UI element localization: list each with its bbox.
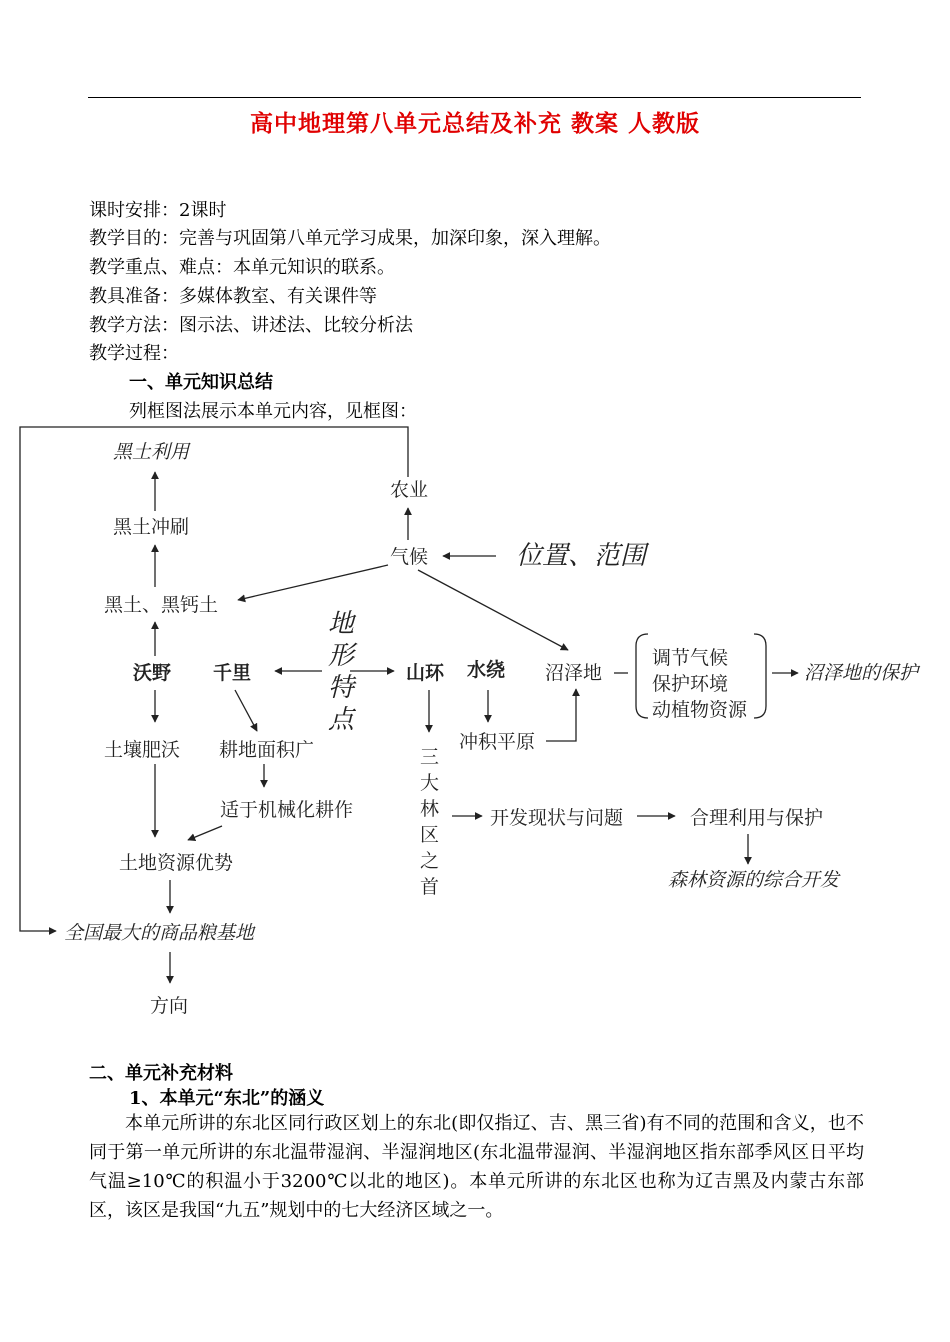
schedule-line: 课时安排：2课时 — [89, 200, 227, 221]
node-dixing-char-2: 形 — [328, 641, 355, 671]
node-qianli: 千里 — [213, 662, 252, 684]
node-linqu-char-6: 首 — [420, 876, 440, 898]
right-bracket — [754, 634, 766, 718]
bracket-item-1: 调节气候 — [652, 647, 729, 669]
node-heitu-chongshua: 黑土冲刷 — [113, 516, 190, 538]
node-jixiehua: 适于机械化耕作 — [220, 799, 354, 821]
methods-line: 教学方法：图示法、讲述法、比较分析法 — [89, 315, 413, 336]
node-linqu-char-2: 大 — [420, 772, 440, 794]
node-nongye: 农业 — [390, 479, 429, 501]
node-zhaozedi: 沼泽地 — [545, 662, 603, 684]
node-fangxiang: 方向 — [150, 995, 189, 1017]
bracket-item-2: 保护环境 — [652, 673, 729, 695]
node-dixing-char-4: 点 — [328, 705, 355, 735]
node-gengdi-mianji: 耕地面积广 — [219, 739, 315, 761]
section1-heading: 一、单元知识总结 — [129, 372, 273, 393]
node-shangpinliang: 全国最大的商品粮基地 — [64, 922, 255, 944]
node-linqu-char-1: 三 — [420, 746, 440, 768]
tools-line: 教具准备：多媒体教室、有关课件等 — [89, 286, 377, 307]
node-heitu-liyong: 黑土利用 — [113, 441, 190, 463]
node-qihou: 气候 — [390, 546, 429, 568]
node-shanhuan: 山环 — [406, 662, 445, 684]
node-linqu-char-5: 之 — [420, 850, 440, 872]
node-heitu-heigaitu: 黑土、黑钙土 — [104, 594, 219, 616]
focus-line: 教学重点、难点：本单元知识的联系。 — [89, 257, 395, 278]
arrow-qihou-heitu — [238, 565, 388, 600]
node-chongji-pingyuan: 冲积平原 — [459, 731, 536, 753]
arrow-qihou-zhaoze — [418, 570, 568, 650]
node-dixing-char-3: 特 — [328, 673, 355, 703]
page-title: 高中地理第八单元总结及补充 教案 人教版 — [249, 110, 700, 137]
node-weizhi-fanwei: 位置、范围 — [516, 541, 647, 571]
section2-paragraph: 本单元所讲的东北区同行政区划上的东北(即仅指辽、吉、黑三省)有不同的范围和含义，也不同于第一单元所讲的东北温带湿润、半湿润地区(东北温带湿润、半湿润地区指东部季风区日平均气温≥10℃的积温小于3200℃以北的地区)。本单元所讲的东北区也称为辽吉黑及内蒙古东部区，该区是我国“九五”规划中的七大经济区域之一。 — [89, 1113, 864, 1221]
arrow-jixie-tudi — [188, 826, 222, 840]
node-linqu-char-4: 区 — [420, 824, 440, 846]
node-turang-feiwo: 土壤肥沃 — [104, 739, 181, 761]
bracket-item-3: 动植物资源 — [652, 699, 748, 721]
node-kaifa-xianzhuang: 开发现状与问题 — [490, 807, 624, 829]
left-bracket — [636, 634, 648, 718]
section1-lead: 列框图法展示本单元内容，见框图： — [129, 401, 417, 422]
section2-sub1: 1、本单元“东北”的涵义 — [129, 1088, 325, 1109]
objective-line: 教学目的：完善与巩固第八单元学习成果，加深印象，深入理解。 — [89, 228, 611, 249]
arrow-chongji-zhaoze — [546, 689, 576, 741]
process-line: 教学过程： — [89, 343, 179, 364]
node-woye: 沃野 — [133, 662, 172, 684]
section2-heading: 二、单元补充材料 — [89, 1063, 233, 1084]
arrow-qianli-gengdi — [235, 690, 257, 731]
node-senlin-kaifa: 森林资源的综合开发 — [668, 869, 840, 891]
node-zhaozedi-baohu: 沼泽地的保护 — [804, 662, 919, 684]
node-heli-liyong: 合理利用与保护 — [690, 807, 824, 829]
node-linqu-char-3: 林 — [420, 798, 440, 820]
node-tudi-youshi: 土地资源优势 — [119, 852, 234, 874]
node-shuirao: 水绕 — [467, 659, 506, 681]
node-dixing-char-1: 地 — [328, 609, 355, 639]
